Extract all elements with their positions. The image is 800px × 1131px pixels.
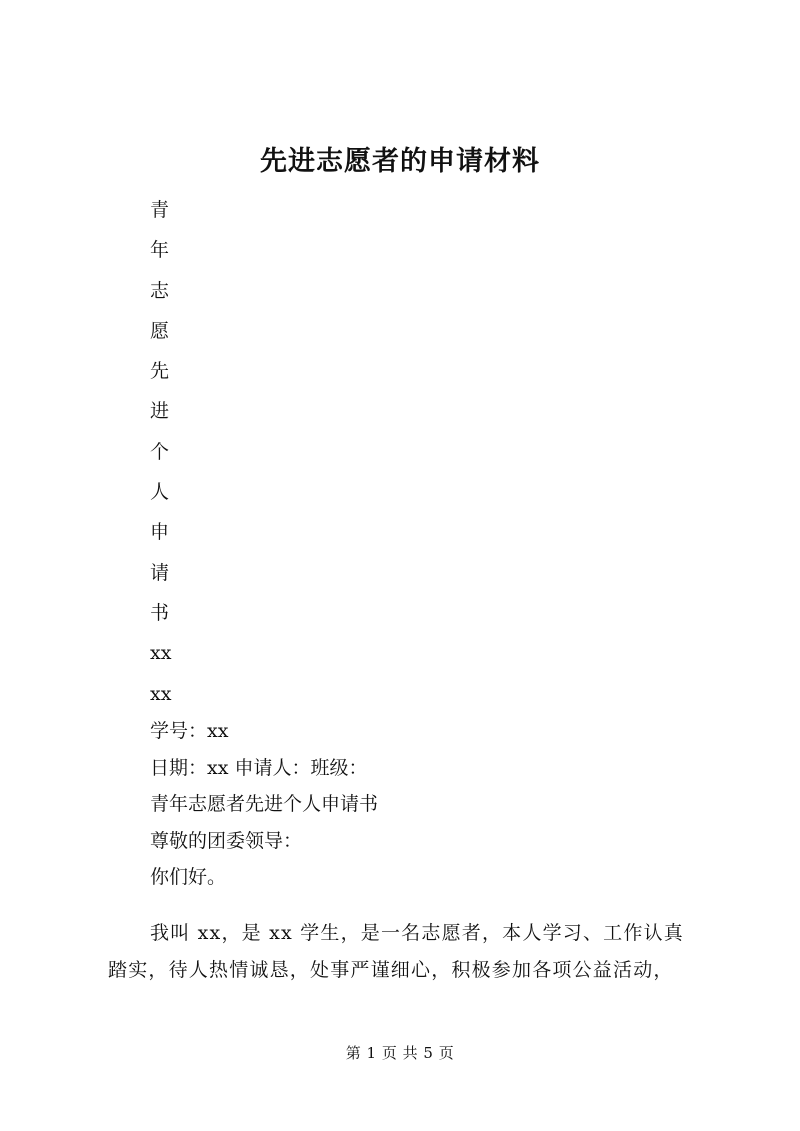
vertical-heading-char: 申	[150, 521, 170, 544]
page-footer: 第 1 页 共 5 页	[345, 1044, 455, 1062]
vertical-heading-char: 人	[150, 481, 170, 504]
document-title: 先进志愿者的申请材料	[260, 146, 540, 177]
greeting: 你们好。	[150, 866, 227, 888]
document-lines	[150, 713, 710, 896]
vertical-heading-char: xx	[150, 682, 172, 705]
vertical-heading-char: 进	[150, 400, 170, 423]
body-paragraph	[108, 915, 708, 989]
vertical-heading-char: 志	[150, 279, 170, 302]
vertical-heading-char: xx	[150, 642, 172, 665]
vertical-heading-char: 书	[150, 601, 170, 624]
paragraph-line: 踏实，待人热情诚恳，处事严谨细心，积极参加各项公益活动，	[108, 959, 674, 981]
vertical-heading-char: 愿	[150, 319, 170, 342]
vertical-heading-char: 年	[150, 239, 170, 262]
salutation: 尊敬的团委领导：	[150, 829, 303, 852]
application-heading: 青年志愿者先进个人申请书	[150, 793, 379, 815]
vertical-heading-char: 请	[150, 561, 170, 584]
paragraph-line: 我叫 xx，是 xx 学生，是一名志愿者，本人学习、工作认真	[150, 922, 684, 944]
vertical-heading-char: 个	[150, 440, 170, 463]
student-id-line: 学号：xx	[150, 720, 229, 742]
vertical-heading-char: 青	[150, 199, 170, 221]
vertical-heading-char: 先	[150, 360, 170, 383]
date-applicant-line: 日期：xx 申请人：班级：	[150, 756, 368, 779]
vertical-heading	[150, 190, 171, 714]
